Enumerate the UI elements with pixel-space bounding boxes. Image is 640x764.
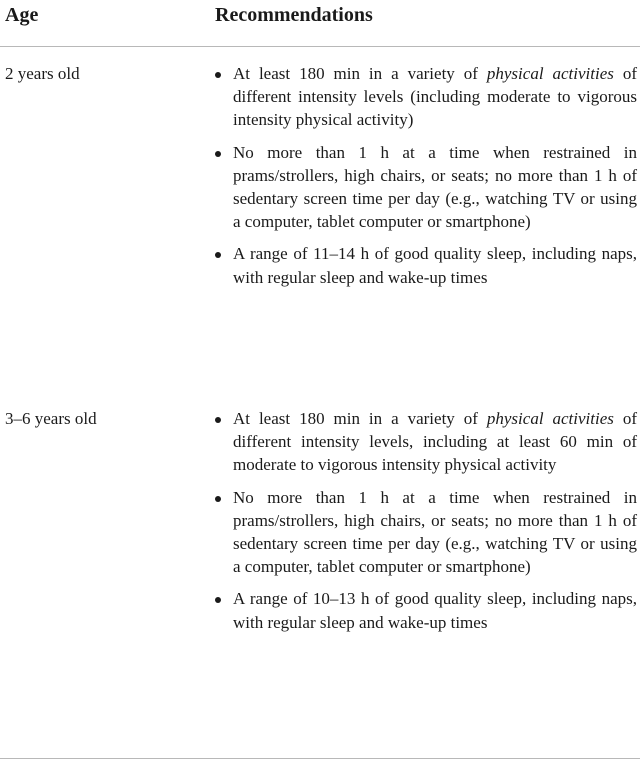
bullet-icon	[215, 597, 221, 603]
bullet-icon	[215, 417, 221, 423]
table-bottom-rule	[0, 758, 640, 759]
list-item	[215, 242, 637, 288]
bullet-icon	[215, 151, 221, 157]
recommendation-text: No more than 1 h at a time when restrained in prams/strollers, high chairs, or seats; no more than 1 h of sedentary screen time per day (e.g., watching TV or using a computer, tablet computer or smartphone)	[233, 142, 637, 232]
age-cell: 2 years old	[5, 64, 80, 83]
header-age: Age	[5, 4, 39, 26]
recommendation-text: At least 180 min in a variety of physical activities of different intensity levels, including at least 60 min of moderate to vigorous intensity physical activity	[233, 409, 637, 475]
header-recommendations: Recommendations	[215, 4, 373, 26]
recommendation-list	[215, 407, 637, 643]
bullet-icon	[215, 72, 221, 78]
table-header	[0, 0, 640, 46]
recommendation-text: A range of 10–13 h of good quality sleep, including naps, with regular sleep and wake-up times	[233, 589, 637, 632]
list-item	[215, 62, 637, 132]
list-item	[215, 141, 637, 234]
recommendation-list	[215, 62, 637, 298]
list-item	[215, 407, 637, 477]
recommendation-text: At least 180 min in a variety of physical activities of different intensity levels (including moderate to vigorous intensity physical activity)	[233, 64, 637, 130]
recommendation-text: A range of 11–14 h of good quality sleep, including naps, with regular sleep and wake-up times	[233, 244, 637, 287]
recommendation-text: No more than 1 h at a time when restrained in prams/strollers, high chairs, or seats; no more than 1 h of sedentary screen time per day (e.g., watching TV or using a computer, tablet computer or smartphone)	[233, 487, 637, 577]
age-cell: 3–6 years old	[5, 409, 97, 428]
list-item	[215, 587, 637, 633]
list-item	[215, 486, 637, 579]
bullet-icon	[215, 496, 221, 502]
header-divider	[0, 46, 640, 47]
bullet-icon	[215, 252, 221, 258]
